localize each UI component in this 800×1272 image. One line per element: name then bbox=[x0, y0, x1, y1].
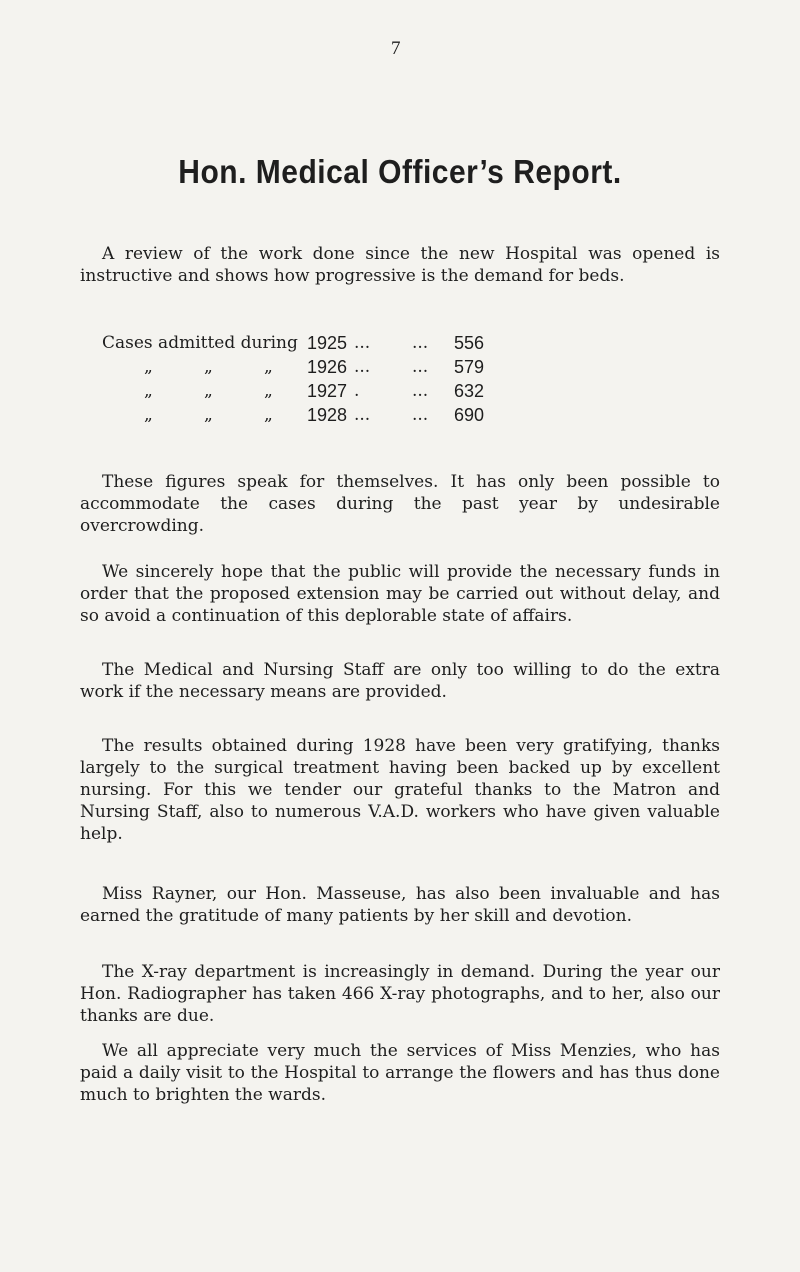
ditto-mark: „ bbox=[144, 357, 153, 377]
ditto-mark: „ bbox=[144, 405, 153, 425]
paragraph-text: These figures speak for themselves. It has only been possible to accommodate the cases during the past year by undesirable overcrowding. bbox=[80, 472, 720, 536]
leader-dots: ... bbox=[412, 333, 429, 353]
table-row bbox=[102, 381, 622, 405]
case-count: 690 bbox=[454, 405, 485, 425]
ditto-mark: „ bbox=[144, 381, 153, 401]
ditto-mark: „ bbox=[264, 381, 273, 401]
paragraph-text: Miss Rayner, our Hon. Masseuse, has also been invaluable and has earned the gratitude of many patients by her skill and devotion. bbox=[80, 884, 720, 926]
leader-dots: ... bbox=[412, 405, 429, 425]
case-count: 579 bbox=[454, 357, 485, 377]
cases-admitted-table bbox=[102, 333, 622, 429]
table-row bbox=[102, 357, 622, 381]
case-count: 632 bbox=[454, 381, 485, 401]
paragraph-text: We sincerely hope that the public will provide the necessary funds in order that the proposed extension may be carried out without delay, and so avoid a continuation of this deplorable state of affairs. bbox=[80, 562, 720, 626]
year: 1928 bbox=[307, 405, 348, 425]
body-paragraph bbox=[80, 735, 720, 845]
body-paragraph bbox=[80, 1040, 720, 1106]
leader-dots: ... bbox=[354, 405, 371, 425]
leader-dots: . bbox=[354, 381, 360, 401]
ditto-mark: „ bbox=[264, 357, 273, 377]
year: 1927 bbox=[307, 381, 348, 401]
leader-dots: ... bbox=[412, 357, 429, 377]
intro-paragraph bbox=[80, 243, 720, 287]
body-paragraph bbox=[80, 961, 720, 1027]
body-paragraph bbox=[80, 659, 720, 703]
table-row bbox=[102, 405, 622, 429]
page-number: 7 bbox=[391, 38, 401, 59]
paragraph-text: We all appreciate very much the services of Miss Menzies, who has paid a daily visit to the Hospital to arrange the flowers and has thus done much to brighten the wards. bbox=[80, 1041, 720, 1105]
cases-label: Cases admitted during bbox=[102, 333, 298, 353]
leader-dots: ... bbox=[412, 381, 429, 401]
body-paragraph bbox=[80, 883, 720, 927]
paragraph-text: The X-ray department is increasingly in demand. During the year our Hon. Radiographer has taken 466 X-ray photographs, and to her, also our thanks are due. bbox=[80, 962, 720, 1026]
year: 1926 bbox=[307, 357, 348, 377]
paragraph-text: The results obtained during 1928 have been very gratifying, thanks largely to the surgical treatment having been backed up by excellent nursing. For this we tender our grateful thanks to the Matron and Nursing Staff, also to numerous V.A.D. workers who have given valuable help. bbox=[80, 736, 720, 844]
intro-text: A review of the work done since the new Hospital was opened is instructive and shows how progressive is the demand for beds. bbox=[80, 244, 720, 286]
table-row bbox=[102, 333, 622, 357]
ditto-mark: „ bbox=[204, 357, 213, 377]
body-paragraph bbox=[80, 561, 720, 627]
paragraph-text: The Medical and Nursing Staff are only too willing to do the extra work if the necessary means are provided. bbox=[80, 660, 720, 702]
page-title: Hon. Medical Officer’s Report. bbox=[178, 153, 622, 191]
ditto-mark: „ bbox=[204, 405, 213, 425]
leader-dots: ... bbox=[354, 333, 371, 353]
leader-dots: ... bbox=[354, 357, 371, 377]
body-paragraph bbox=[80, 471, 720, 537]
ditto-mark: „ bbox=[264, 405, 273, 425]
case-count: 556 bbox=[454, 333, 485, 353]
year: 1925 bbox=[307, 333, 348, 353]
ditto-mark: „ bbox=[204, 381, 213, 401]
